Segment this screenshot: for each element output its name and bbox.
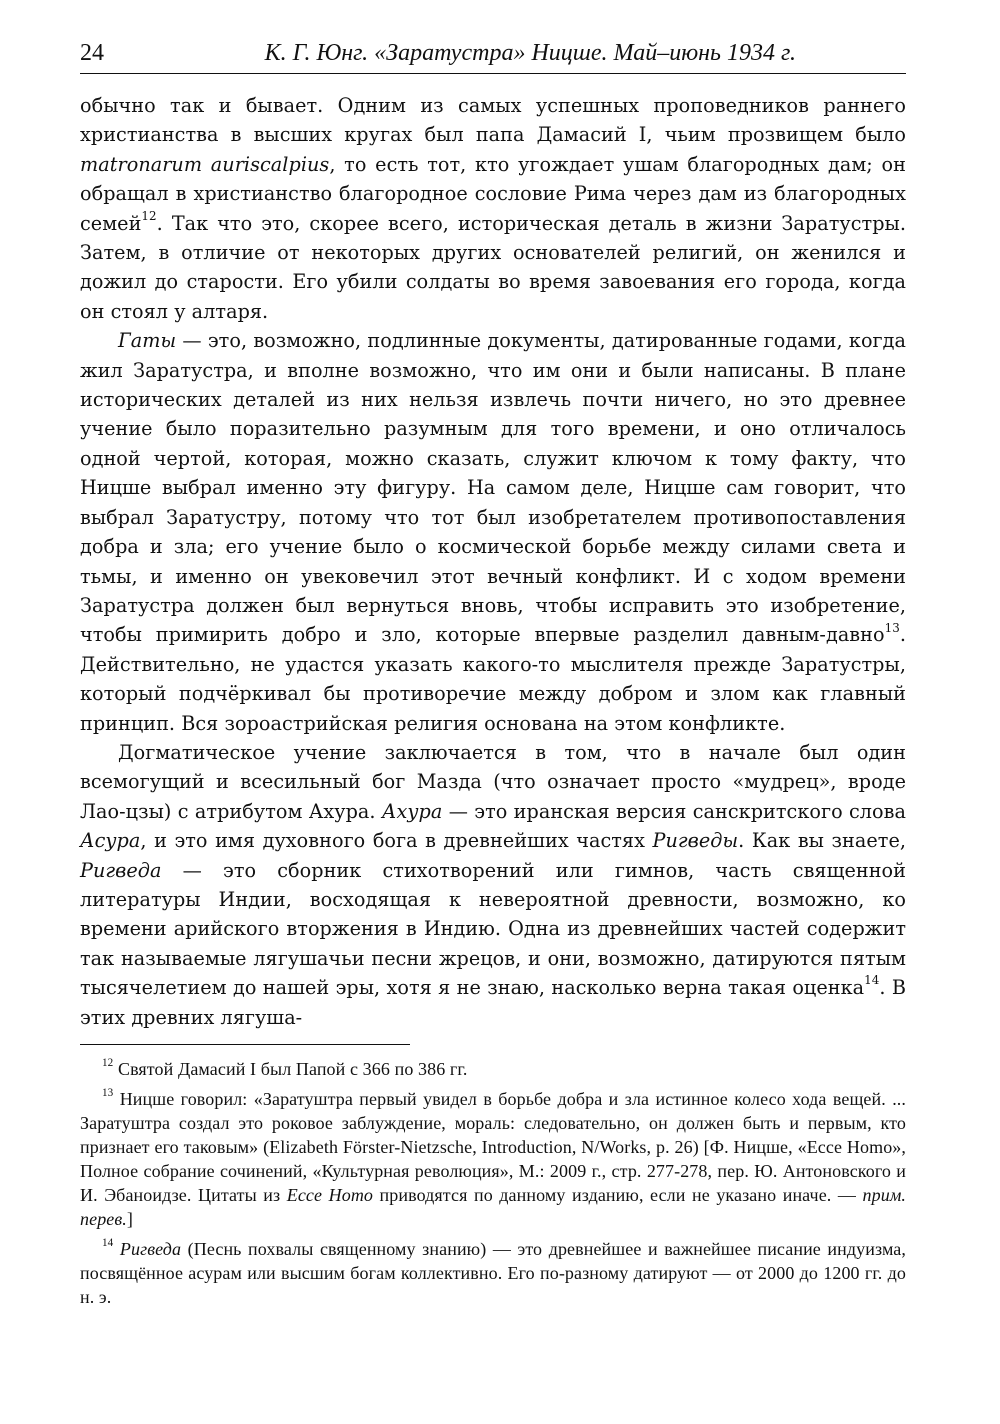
book-page [80,40,906,1315]
footnote-ref-13: 13 [884,620,900,635]
footnote-14: $^{14}$ Ригведа (Песнь похвалы священному знанию) — это древнейшее и важнейшее писание индуизма, посвящённое асурам или высшим богам коллективно. Его по-разному датируют — от 2000 до 1200 гг. до н. э. [80,1236,906,1307]
footnote-divider [80,1044,410,1045]
paragraph-1: обычно так и бывает. Одним из самых успешных проповедников раннего христианства в высших кругах был папа Дамасий I, чьим прозвищем было matronarum auriscalpius, то есть тот, кто угождает ушам благородных дам; он обращал в христианство благородное сословие Рима через дам из благородных семей$^{12}$. Так что это, скорее всего, историческая деталь в жизни Заратустры. Затем, в отличие от некоторых других основателей религий, он женился и дожил до старости. Его убили солдаты во время завоевания его города, когда он стоял у алтаря. [80,94,906,323]
footnotes [80,1057,906,1309]
footnote-13: $^{13}$ Ницше говорил: «Заратуштра первый увидел в борьбе добра и зла истинное колесо хода вещей. ... Заратуштра создал это роковое заблуждение, мораль: следовательно, он должен быть и первым, кто признает его таковым» (Elizabeth Förster-Nietzsche, Introduction, N/Works, p. 26) [Ф. Ницше, «Ecce Homo», Полное собрание сочинений, «Культурная революция», М.: 2009 г., стр. 277-278, пер. Ю. Антоновского и И. Эбаноидзе. Цитаты из Ecce Homo приводятся по данному изданию, если не указано иначе. — прим. перев.] [80,1086,907,1229]
running-header [80,40,906,74]
page-number: 24 [80,40,104,66]
latin-nickname: matronarum auriscalpius [80,152,330,176]
footnote-12: $^{12}$ Святой Дамасий I был Папой с 366 по 386 гг. [102,1056,468,1079]
footnote-ref-12: 12 [141,208,157,223]
footnote-ref-14: 14 [864,973,880,988]
main-text [80,91,906,1032]
paragraph-3: Догматическое учение заключается в том, что в начале был один всемогущий и всесильный бог Мазда (что означает просто «мудрец», вроде Лао-цзы) с атрибутом Ахура. Ахура — это иранская версия санскритского слова Асура, и это имя духовного бога в древнейших частях Ригведы. Как вы знаете, Ригведа — это сборник стихотворений или гимнов, часть священной литературы Индии, восходящая к невероятной древности, возможно, ко времени арийского вторжения в Индию. Одна из древнейших частей содержит так называемые лягушачьи песни жрецов, и они, возможно, датируются пятым тысячелетием до нашей эры, хотя я не знаю, насколько верна такая оценка$^{14}$. В этих древних лягуша- [80,740,907,1029]
paragraph-2: Гаты — это, возможно, подлинные документы, датированные годами, когда жил Заратустра, и вполне возможно, что им они и были написаны. В плане исторических деталей из них нельзя извлечь почти ничего, но это древнее учение было поразительно разумным для того времени, и оно отличалось одной чертой, которая, можно сказать, служит ключом к тому факту, что Ницше выбрал именно эту фигуру. На самом деле, Ницше сам говорит, что выбрал Заратустру, потому что тот был изобретателем противопоставления добра и зла; его учение было о космической борьбе между силами света и тьмы, и именно он увековечил этот вечный конфликт. И с ходом времени Заратустра должен был вернуться вновь, чтобы исправить это изобретение, чтобы примирить добро и зло, которые впервые разделил давным-давно$^{13}$. Действительно, не удастся указать какого-то мыслителя прежде Заратустры, который подчёркивал бы противоречие между добром и злом как главный принцип. Вся зороастрийская религия основана на этом конфликте. [80,329,906,735]
running-title: К. Г. Юнг. «Заратустра» Ницше. Май–июнь 1934 г. [264,40,796,66]
